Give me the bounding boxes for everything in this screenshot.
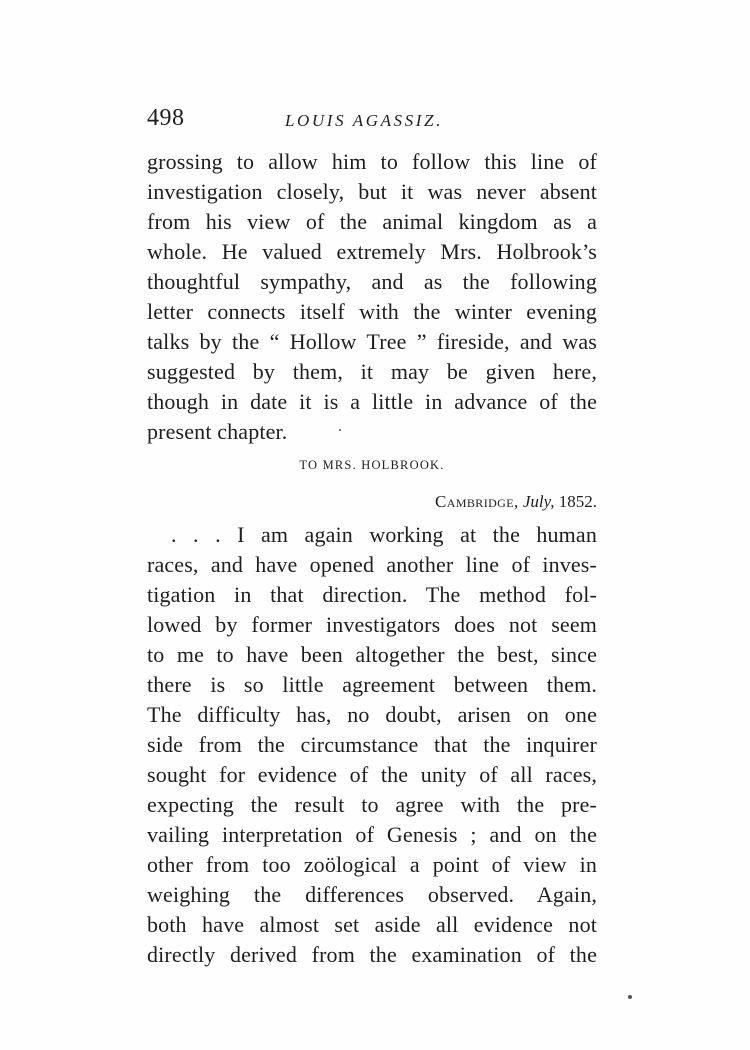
page-number: 498 <box>147 105 185 131</box>
text-line: whole. He valued extremely Mrs. Holbrook’s <box>147 239 597 264</box>
text-line: lowed by former investigators does not seem <box>147 612 597 637</box>
page-header <box>147 105 597 139</box>
ink-speck <box>339 429 341 431</box>
text-line: talks by the “ Hollow Tree ” fireside, and was <box>147 329 597 354</box>
text-line: The difficulty has, no doubt, arisen on one <box>147 702 597 727</box>
ink-speck <box>628 995 632 999</box>
text-line: from his view of the animal kingdom as a <box>147 209 597 234</box>
text-line: thoughtful sympathy, and as the following <box>147 269 597 294</box>
text-line: to me to have been altogether the best, since <box>147 642 597 667</box>
text-line: vailing interpretation of Genesis ; and on the <box>147 822 597 847</box>
text-line: investigation closely, but it was never absent <box>147 179 597 204</box>
text-line: both have almost set aside all evidence not <box>147 912 597 937</box>
text-line: weighing the differences observed. Again, <box>147 882 597 907</box>
dateline-month: July, <box>522 492 555 511</box>
dateline-place: Cambridge, <box>435 492 519 511</box>
dateline-year: 1852. <box>558 492 597 511</box>
text-line: grossing to allow him to follow this line of <box>147 149 597 174</box>
letter-heading: TO MRS. HOLBROOK. <box>299 458 445 472</box>
text-line: there is so little agreement between them. <box>147 672 597 697</box>
text-line: other from too zoölogical a point of view in <box>147 852 597 877</box>
text-line: expecting the result to agree with the pre- <box>147 792 597 817</box>
text-line: side from the circumstance that the inquirer <box>147 732 597 757</box>
running-head: LOUIS AGASSIZ. <box>285 111 443 130</box>
text-line: tigation in that direction. The method fol- <box>147 582 597 607</box>
text-line: present chapter. <box>147 419 288 444</box>
text-line: directly derived from the examination of the <box>147 942 597 967</box>
text-line: letter connects itself with the winter evening <box>147 299 597 324</box>
letter-dateline <box>435 492 597 512</box>
text-line: races, and have opened another line of inves- <box>147 552 597 577</box>
text-line: sought for evidence of the unity of all races, <box>147 762 597 787</box>
text-line: suggested by them, it may be given here, <box>147 359 597 384</box>
text-line: though in date it is a little in advance of the <box>147 389 597 414</box>
text-line: . . . I am again working at the human <box>171 522 597 547</box>
